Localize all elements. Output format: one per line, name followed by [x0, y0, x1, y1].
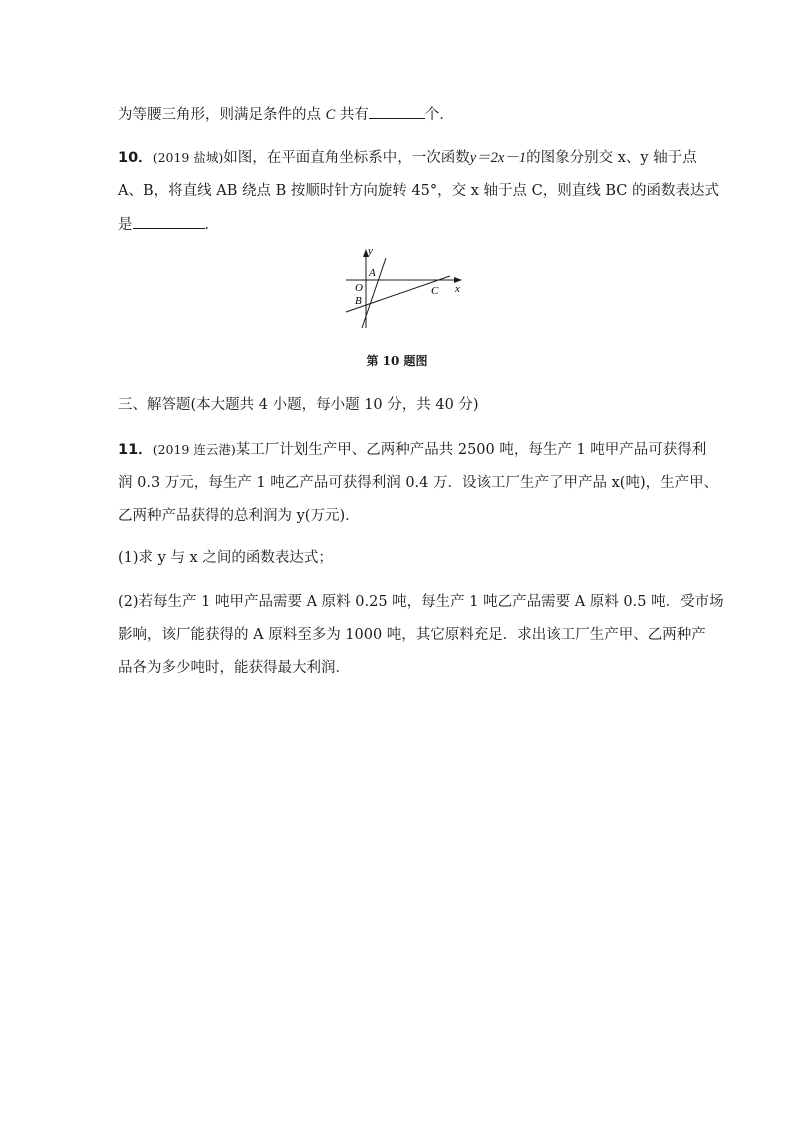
- section-heading: 三、解答题(本大题共 4 小题，每小题 10 分，共 40 分): [118, 397, 479, 413]
- q9-point-c: C: [325, 107, 336, 123]
- figure-caption: 第 10 题图: [366, 354, 428, 368]
- x-axis-label: x: [455, 283, 460, 295]
- point-c-label: C: [431, 285, 439, 297]
- q10-line-1: [118, 148, 697, 168]
- q9-text-before: 为等腰三角形，则满足条件的点: [118, 107, 326, 123]
- q11-part-2-line-3: 品各为多少吨时，能获得最大利润．: [118, 660, 350, 676]
- q10-line3-a: 是: [118, 217, 133, 233]
- q9-text-end: 个．: [424, 107, 454, 123]
- origin-label: O: [355, 282, 363, 294]
- q11-source: (2019 连云港): [152, 442, 236, 457]
- q11-part-2-line-1: (2)若每生产 1 吨甲产品需要 A 原料 0.25 吨，每生产 1 吨乙产品需要 A 原料 0.5 吨．受市场: [118, 594, 724, 610]
- q10-line1-b: 的图象分别交 x、y 轴于点: [526, 150, 697, 166]
- q9-tail-line: [118, 104, 454, 125]
- q11-line-1: [118, 440, 706, 460]
- q11-part-1: (1)求 y 与 x 之间的函数表达式；: [118, 550, 333, 566]
- q9-answer-blank[interactable]: [369, 104, 425, 119]
- q11-line1-text: 某工厂计划生产甲、乙两种产品共 2500 吨，每生产 1 吨甲产品可获得利: [235, 442, 707, 458]
- q10-line-3: [118, 214, 219, 235]
- q10-coordinate-figure: [338, 244, 468, 332]
- q11-part-2-line-2: 影响，该厂能获得的 A 原料至多为 1000 吨，其它原料充足．求出该工厂生产甲、乙两种产: [118, 627, 706, 643]
- q9-text-after: 共有: [335, 107, 369, 123]
- q11-line-3: 乙两种产品获得的总利润为 y(万元)．: [118, 508, 360, 524]
- q10-answer-blank[interactable]: [133, 214, 205, 229]
- y-axis-label: y: [368, 245, 373, 257]
- q10-line3-end: ．: [204, 217, 219, 233]
- q11-line-2: 润 0.3 万元，每生产 1 吨乙产品可获得利润 0.4 万．设该工厂生产了甲产品 x(吨)，生产甲、: [118, 475, 719, 491]
- q10-line-2: [118, 181, 719, 201]
- q10-number: 10．: [118, 150, 153, 166]
- point-b-label: B: [355, 295, 362, 307]
- q11-number: 11．: [118, 442, 153, 458]
- point-a-label: A: [369, 267, 376, 279]
- q10-equation: y＝2x－1: [469, 150, 527, 166]
- q10-source: (2019 盐城): [152, 150, 224, 165]
- q10-line2-text: A、B，将直线 AB 绕点 B 按顺时针方向旋转 45°，交 x 轴于点 C，则直线 BC 的函数表达式: [118, 183, 719, 199]
- q10-line1-a: 如图，在平面直角坐标系中，一次函数: [223, 150, 470, 166]
